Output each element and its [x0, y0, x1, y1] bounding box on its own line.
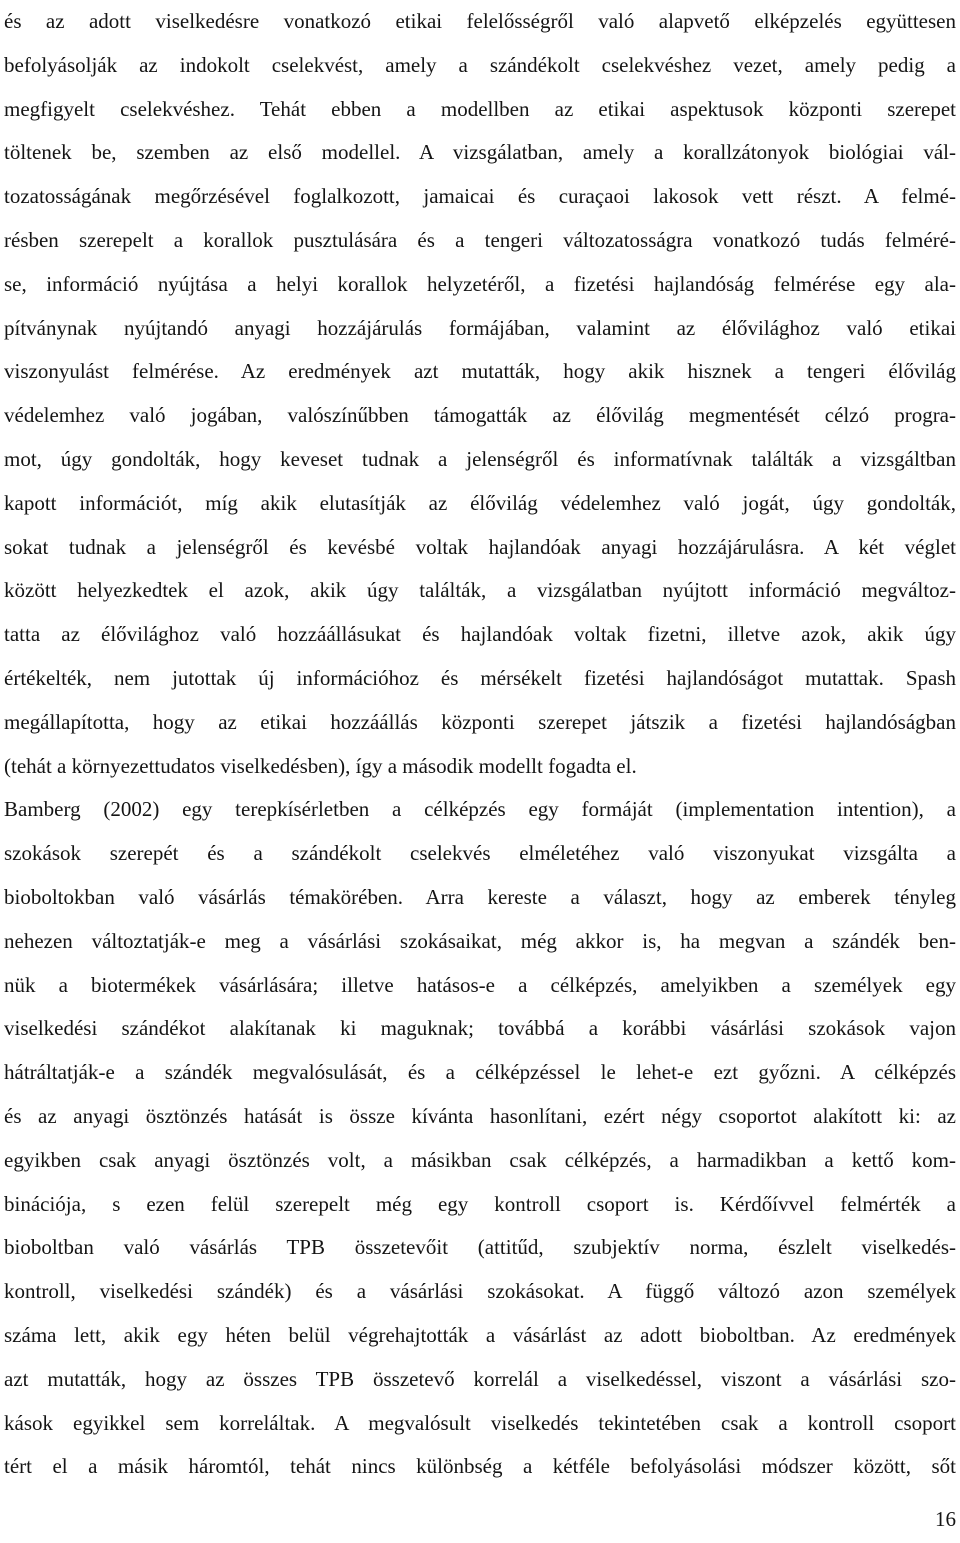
text-line: száma lett, akik egy héten belül végrehajtották a vásárlást az adott bioboltban. Az eredmények	[4, 1322, 956, 1347]
text-line: nehezen változtatják-e meg a vásárlási szokásaikat, még akkor is, ha megvan a szándék ben-	[4, 928, 956, 953]
text-line: bioboltban való vásárlás TPB összetevőit (attitűd, szubjektív norma, észlelt viselkedés-	[4, 1235, 956, 1260]
text-line: megállapította, hogy az etikai hozzáállás központi szerepet játszik a fizetési hajlandóságban	[4, 709, 956, 734]
text-line: és az adott viselkedésre vonatkozó etikai felelősségről való alapvető elképzelés együttesen	[4, 9, 956, 33]
text-line: résben szerepelt a korallok pusztulására és a tengeri változatosságra vonatkozó tudás felméré-	[4, 227, 956, 252]
text-line: egyikben csak anyagi ösztönzés volt, a másikban csak célképzés, a harmadikban a kettő kom-	[4, 1147, 956, 1172]
text-line: értékelték, nem jutottak új információhoz és mérsékelt fizetési hajlandóságot mutattak. Spash	[4, 665, 956, 690]
page-number: 16	[935, 1507, 956, 1531]
body-text	[4, 0, 956, 1489]
text-line: binációja, s ezen felül szerepelt még egy kontroll csoport is. Kérdőívvel felmérték a	[4, 1191, 956, 1216]
text-line: viszonyulást felmérése. Az eredmények azt mutatták, hogy akik hisznek a tengeri élővilág	[4, 359, 956, 384]
text-line: pítványnak nyújtandó anyagi hozzájárulás formájában, valamint az élővilághoz való etikai	[4, 315, 956, 340]
text-line: tért el a másik háromtól, tehát nincs különbség a kétféle befolyásolási módszer között, sőt	[4, 1454, 956, 1479]
text-line: se, információ nyújtása a helyi korallok helyzetéről, a fizetési hajlandóság felmérése egy ala-	[4, 271, 956, 296]
text-line: és az anyagi ösztönzés hatását is össze kívánta hasonlítani, ezért négy csoportot alakított ki: az	[4, 1103, 956, 1128]
paragraph-last-line: (tehát a környezettudatos viselkedésben), így a második modellt fogadta el.	[4, 753, 637, 778]
text-line: nük a biotermékek vásárlására; illetve hatásos-e a célképzés, amelyikben a személyek egy	[4, 972, 956, 997]
text-line: hátráltatják-e a szándék megvalósulását, és a célképzéssel le lehet-e ezt győzni. A célképzés	[4, 1060, 956, 1085]
text-line: kontroll, viselkedési szándék) és a vásárlási szokásokat. A függő változó azon személyek	[4, 1279, 956, 1304]
text-line: tatta az élővilághoz való hozzáállásukat és hajlandóak voltak fizetni, illetve azok, akik úgy	[4, 622, 956, 647]
text-line: tozatosságának megőrzésével foglalkozott, jamaicai és curaçaoi lakosok vett részt. A felmé-	[4, 184, 956, 209]
text-line: megfigyelt cselekvéshez. Tehát ebben a modellben az etikai aspektusok központi szerepet	[4, 96, 956, 121]
text-line: töltenek be, szemben az első modellel. A vizsgálatban, amely a korallzátonyok biológiai vál-	[4, 140, 956, 165]
text-line: azt mutatták, hogy az összes TPB összetevő korrelál a viselkedéssel, viszont a vásárlási szo-	[4, 1366, 956, 1391]
text-line: befolyásolják az indokolt cselekvést, amely a szándékolt cselekvéshez vezet, amely pedig a	[4, 52, 956, 77]
text-line: Bamberg (2002) egy terepkísérletben a célképzés egy formáját (implementation intention), a	[4, 797, 956, 822]
text-line: védelemhez való jogában, valószínűbben támogatták az élővilág megmentését célzó progra-	[4, 403, 956, 428]
text-line: szokások szerepét és a szándékolt cselekvés elméletéhez való viszonyukat vizsgálta a	[4, 841, 956, 866]
text-line: kások egyikkel sem korreláltak. A megvalósult viselkedés tekintetében csak a kontroll csoport	[4, 1410, 956, 1435]
text-line: sokat tudnak a jelenségről és kevésbé voltak hajlandóak anyagi hozzájárulásra. A két véglet	[4, 534, 956, 559]
text-line: kapott információt, míg akik elutasítják az élővilág védelemhez való jogát, úgy gondolták,	[4, 490, 956, 515]
text-line: között helyezkedtek el azok, akik úgy találták, a vizsgálatban nyújtott információ megváltoz-	[4, 578, 956, 603]
text-line: viselkedési szándékot alakítanak ki maguknak; továbbá a korábbi vásárlási szokások vajon	[4, 1016, 956, 1041]
text-line: mot, úgy gondolták, hogy keveset tudnak a jelenségről és informatívnak találták a vizsgáltban	[4, 446, 956, 471]
text-line: bioboltokban való vásárlás témakörében. Arra kereste a választ, hogy az emberek tényleg	[4, 884, 956, 909]
